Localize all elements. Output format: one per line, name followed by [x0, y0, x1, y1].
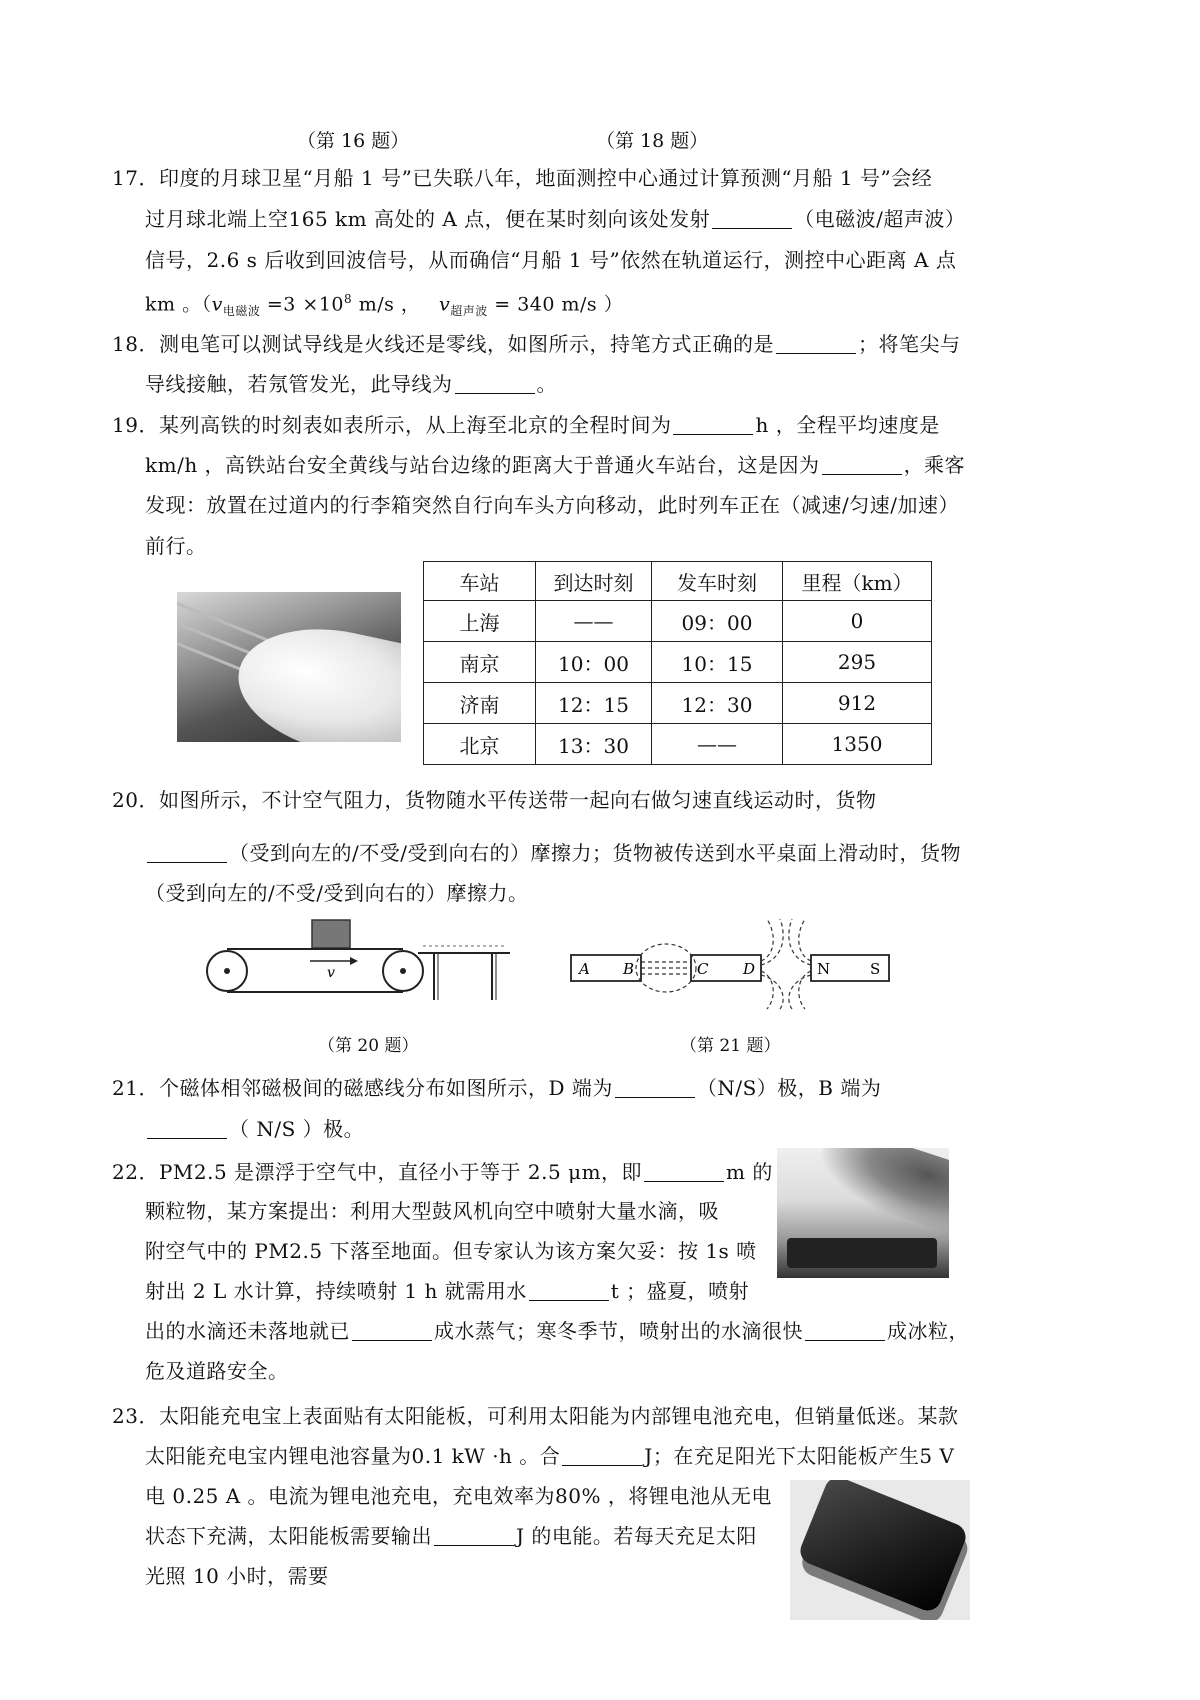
answer-blank[interactable]: [434, 1525, 514, 1546]
svg-text:S: S: [870, 960, 881, 978]
question-text: 过月球北端上空165 km 高处的 A 点，便在某时刻向该处发射: [145, 207, 711, 231]
table-row: [424, 601, 932, 642]
question-text: h ，全程平均速度是: [755, 413, 940, 437]
question-text: 如图所示，不计空气阻力，货物随水平传送带一起向右做匀速直线运动时，货物: [158, 788, 877, 812]
question-text: 信号，2.6 s 后收到回波信号，从而确信“月船 1 号”依然在轨道运行，测控中心距离 A 点: [145, 248, 957, 272]
solar-power-bank-photo: [790, 1480, 970, 1620]
table-cell: 南京: [424, 642, 536, 683]
question-text: PM2.5 是漂浮于空气中，直径小于等于 2.5 μm，即: [158, 1160, 643, 1184]
table-cell: 上海: [424, 601, 536, 642]
table-header: 发车时刻: [652, 562, 783, 601]
water-cannon-photo: [777, 1148, 949, 1278]
table-row: [424, 724, 932, 765]
question-text: 电 0.25 A 。电流为锂电池充电，充电效率为80% ，将锂电池从无电: [145, 1484, 772, 1508]
table-cell: 北京: [424, 724, 536, 765]
question-number: 19．: [112, 413, 159, 437]
answer-blank[interactable]: [822, 454, 902, 475]
svg-text:N: N: [817, 960, 831, 978]
question-text: m/s ，: [352, 293, 421, 316]
table-cell: 13：30: [536, 724, 652, 765]
velocity-symbol: v: [211, 293, 223, 316]
question-text: 印度的月球卫星“月船 1 号”已失联八年，地面测控中心通过计算预测“月船 1 号”会经: [158, 166, 933, 190]
question-text: （ N/S ）极。: [229, 1117, 365, 1141]
svg-text:C: C: [697, 960, 709, 978]
question-text: 附空气中的 PM2.5 下落至地面。但专家认为该方案欠妥：按 1s 喷: [145, 1239, 757, 1263]
answer-blank[interactable]: [455, 373, 535, 394]
answer-blank[interactable]: [644, 1161, 724, 1182]
velocity-symbol: v: [438, 293, 451, 316]
table-header: 里程（km）: [783, 562, 932, 601]
table-cell: 09：00: [652, 601, 783, 642]
table-cell: 12：15: [536, 683, 652, 724]
conveyor-belt-diagram: [205, 915, 520, 1010]
question-text: =3 ×10: [260, 293, 345, 316]
question-text: （电磁波/超声波）: [794, 207, 966, 231]
high-speed-train-photo: [177, 592, 401, 742]
question-text: （受到向左的/不受/受到向右的）摩擦力。: [145, 881, 529, 905]
question-text: 颗粒物，某方案提出：利用大型鼓风机向空中喷射大量水滴，吸: [145, 1199, 719, 1223]
question-text: J 的电能。若每天充足太阳: [516, 1524, 757, 1548]
answer-blank[interactable]: [147, 842, 227, 863]
table-row: [424, 642, 932, 683]
question-text: 光照 10 小时，需要: [145, 1564, 329, 1588]
subscript: 电磁波: [222, 304, 261, 319]
answer-blank[interactable]: [805, 1320, 885, 1341]
answer-blank[interactable]: [529, 1280, 609, 1301]
question-number: 20．: [112, 788, 159, 812]
question-number: 17．: [112, 166, 159, 190]
table-cell: 济南: [424, 683, 536, 724]
question-text: 测电笔可以测试导线是火线还是零线，如图所示，持笔方式正确的是: [158, 332, 774, 356]
table-cell: 0: [783, 601, 932, 642]
caption-q21: （第 21 题）: [680, 1036, 781, 1056]
table-cell: ——: [652, 724, 783, 765]
train-timetable: [423, 561, 932, 765]
table-cell: ——: [536, 601, 652, 642]
table-cell: 912: [783, 683, 932, 724]
question-text: ，乘客: [903, 453, 966, 477]
answer-blank[interactable]: [562, 1445, 642, 1466]
caption-q16: （第 16 题）: [297, 130, 410, 152]
answer-blank[interactable]: [776, 333, 856, 354]
subscript: 超声波: [450, 304, 488, 319]
question-number: 21．: [112, 1076, 159, 1100]
question-text: 成水蒸气；寒冬季节，喷射出的水滴很快: [434, 1319, 803, 1343]
answer-blank[interactable]: [352, 1320, 432, 1341]
question-text: km/h ，高铁站台安全黄线与站台边缘的距离大于普通火车站台，这是因为: [145, 453, 820, 477]
answer-blank[interactable]: [673, 414, 753, 435]
table-row: [424, 683, 932, 724]
caption-q18: （第 18 题）: [596, 130, 709, 152]
question-text: 发现：放置在过道内的行李箱突然自行向车头方向移动，此时列车正在（减速/匀速/加速）: [145, 493, 959, 517]
question-text: 危及道路安全。: [145, 1359, 289, 1383]
question-text: 状态下充满，太阳能板需要输出: [145, 1524, 432, 1548]
answer-blank[interactable]: [712, 208, 792, 229]
question-text: 太阳能充电宝上表面贴有太阳能板，可利用太阳能为内部锂电池充电，但销量低迷。某款: [158, 1404, 959, 1428]
cargo-box: [312, 920, 350, 948]
question-text: （受到向左的/不受/受到向右的）摩擦力；货物被传送到水平桌面上滑动时，货物: [229, 841, 961, 865]
svg-text:D: D: [743, 960, 756, 978]
question-text: 个磁体相邻磁极间的磁感线分布如图所示，D 端为: [158, 1076, 613, 1100]
table-cell: 10：00: [536, 642, 652, 683]
question-text: 前行。: [145, 534, 207, 558]
table-cell: 10：15: [652, 642, 783, 683]
question-text: = 340 m/s ）: [487, 293, 624, 316]
question-text: 出的水滴还未落地就已: [145, 1319, 350, 1343]
question-text: J；在充足阳光下太阳能板产生5 V: [644, 1444, 955, 1468]
question-text: 导线接触，若氖管发光，此导线为: [145, 372, 453, 396]
answer-blank[interactable]: [615, 1077, 695, 1098]
question-text: t ；盛夏，喷射: [610, 1279, 750, 1303]
question-text: m 的: [726, 1160, 773, 1184]
table-cell: 12：30: [652, 683, 783, 724]
answer-blank[interactable]: [147, 1118, 227, 1139]
question-text: 成冰粒，: [887, 1319, 969, 1343]
question-text: ；将笔尖与: [857, 332, 961, 356]
question-text: 。: [536, 372, 557, 396]
question-text: 某列高铁的时刻表如表所示，从上海至北京的全程时间为: [158, 413, 672, 437]
table-cell: 1350: [783, 724, 932, 765]
question-number: 22．: [112, 1160, 159, 1184]
velocity-label: v: [327, 965, 335, 981]
question-text: （N/S）极，B 端为: [696, 1076, 882, 1100]
table-header: 到达时刻: [536, 562, 652, 601]
question-text: 射出 2 L 水计算，持续喷射 1 h 就需用水: [145, 1279, 527, 1303]
question-number: 23．: [112, 1404, 159, 1428]
question-number: 18．: [112, 332, 159, 356]
svg-text:A: A: [579, 960, 590, 978]
magnetic-field-diagram: [565, 915, 900, 1010]
table-cell: 295: [783, 642, 932, 683]
question-text: km 。（: [145, 293, 212, 316]
svg-text:B: B: [623, 960, 635, 978]
superscript: 8: [344, 292, 353, 306]
question-text: 太阳能充电宝内锂电池容量为0.1 kW ·h 。合: [145, 1444, 561, 1468]
caption-q20: （第 20 题）: [318, 1036, 419, 1056]
table-header-row: [424, 562, 932, 601]
table-header: 车站: [424, 562, 536, 601]
